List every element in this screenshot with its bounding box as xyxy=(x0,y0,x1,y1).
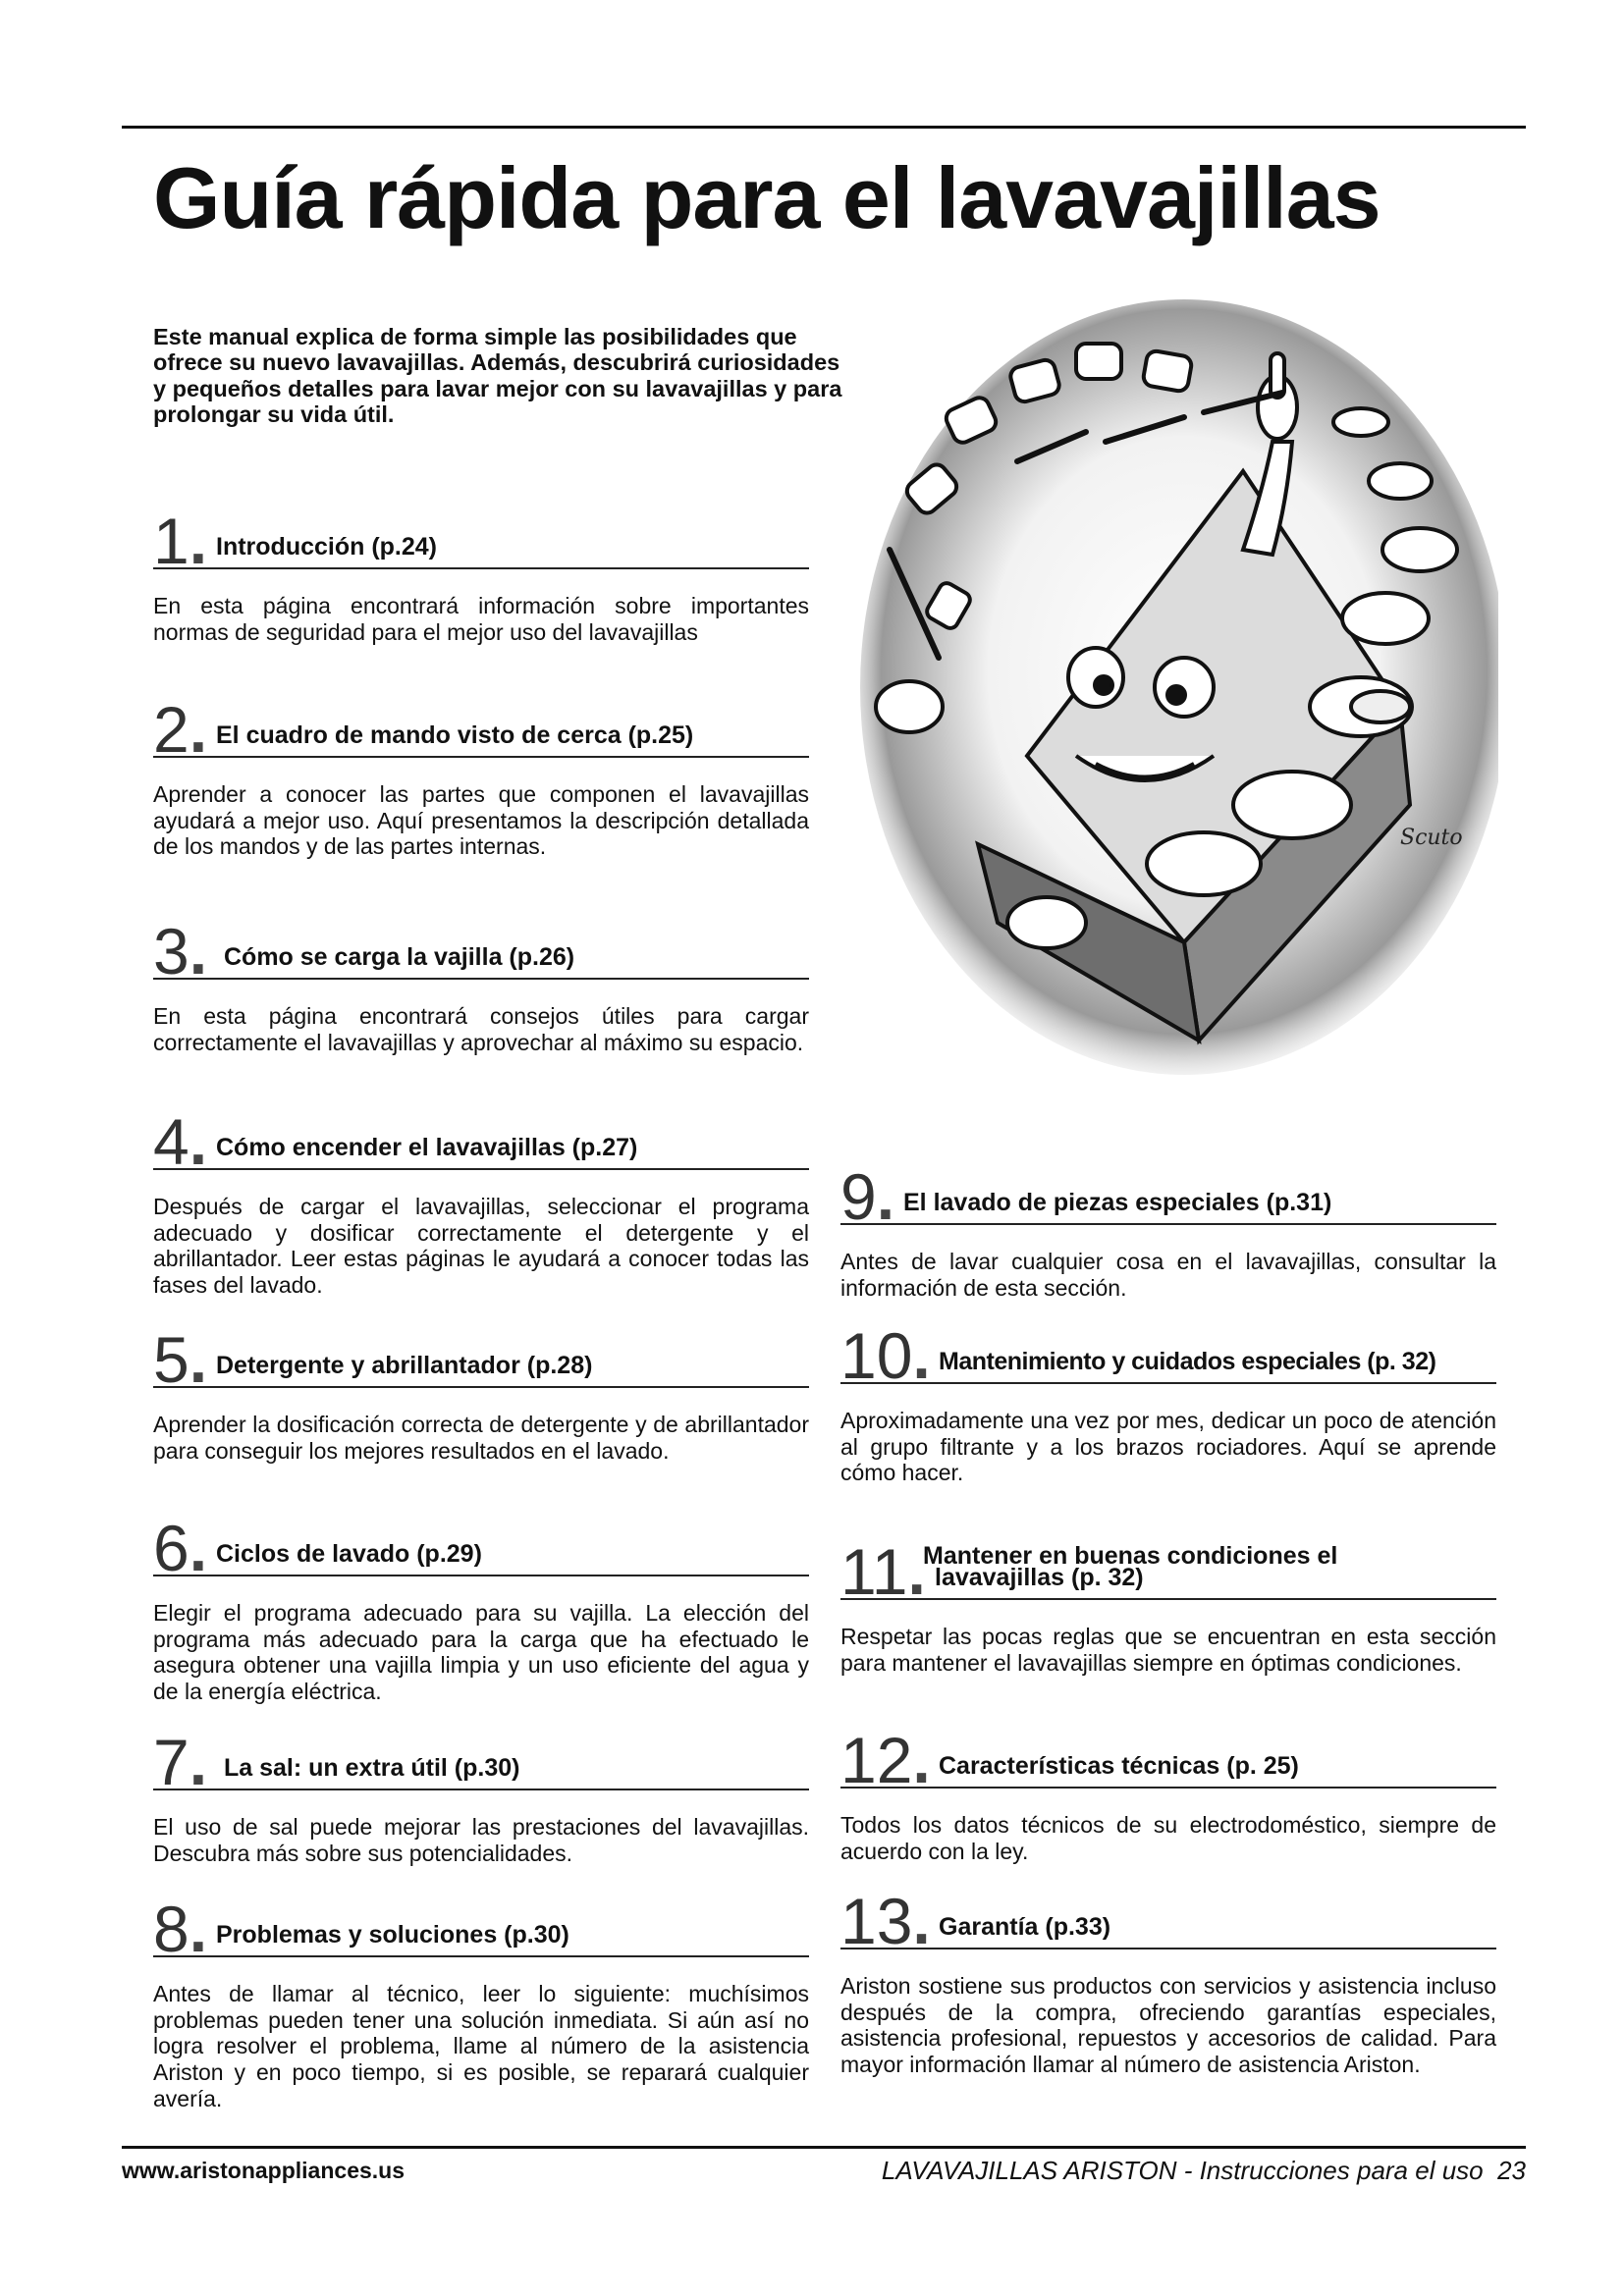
section-number: 1. xyxy=(153,505,208,577)
page-title: Guía rápida para el lavavajillas xyxy=(153,149,1380,246)
section-2 xyxy=(153,693,809,860)
section-12-heading xyxy=(840,1724,1496,1796)
section-body: Antes de llamar al técnico, leer lo siguiente: muchísimos problemas pueden tener una solución inmediata. Si aún así no logra resolver el problema, llame al número de la asistencia Ariston y en poco tiempo, si es posible, se reparará cualquier avería. xyxy=(153,1981,809,2111)
section-number: 10. xyxy=(840,1319,931,1392)
section-number: 7. xyxy=(153,1726,208,1798)
page-number: 23 xyxy=(1497,2156,1526,2185)
section-3 xyxy=(153,915,809,1055)
section-6 xyxy=(153,1512,809,1705)
section-9-heading xyxy=(840,1160,1496,1233)
section-12 xyxy=(840,1724,1496,1864)
section-body: Antes de lavar cualquier cosa en el lavavajillas, consultar la información de esta sección. xyxy=(840,1249,1496,1301)
section-11-heading xyxy=(840,1535,1496,1608)
section-body: Después de cargar el lavavajillas, seleccionar el programa adecuado y dosificar correctamente el detergente y el abrillantador. Leer estas páginas le ayudará a conocer todas las fases del lavado. xyxy=(153,1194,809,1299)
section-10-heading xyxy=(840,1319,1496,1392)
footer-url: www.aristonappliances.us xyxy=(122,2158,406,2183)
section-title: La sal: un extra útil (p.30) xyxy=(224,1754,520,1782)
section-3-heading xyxy=(153,915,809,988)
section-title: Problemas y soluciones (p.30) xyxy=(216,1921,569,1949)
section-number: 5. xyxy=(153,1323,208,1396)
section-body: Ariston sostiene sus productos con servicios y asistencia incluso después de la compra, ofreciendo garantías especiales, asistencia profesional, repuestos y accesorios de calidad. Para mayor información llamar al número de asistencia Ariston. xyxy=(840,1973,1496,2078)
section-number: 6. xyxy=(153,1512,208,1584)
section-6-heading xyxy=(153,1512,809,1584)
section-1-heading xyxy=(153,505,809,577)
dishwasher-cartoon-illustration xyxy=(850,294,1498,1080)
section-body: Respetar las pocas reglas que se encuentran en esta sección para mantener el lavavajillas siempre en óptimas condiciones. xyxy=(840,1624,1496,1676)
section-8-heading xyxy=(153,1893,809,1965)
section-number: 3. xyxy=(153,915,208,988)
section-title: Detergente y abrillantador (p.28) xyxy=(216,1352,593,1379)
section-5 xyxy=(153,1323,809,1464)
section-title: El cuadro de mando visto de cerca (p.25) xyxy=(216,721,694,749)
artist-signature: Scuto xyxy=(1400,826,1463,850)
section-4 xyxy=(153,1105,809,1299)
section-11 xyxy=(840,1535,1496,1676)
section-13 xyxy=(840,1885,1496,2078)
section-title: Cómo se carga la vajilla (p.26) xyxy=(224,943,575,971)
section-9 xyxy=(840,1160,1496,1301)
section-13-heading xyxy=(840,1885,1496,1957)
section-number: 13. xyxy=(840,1885,931,1957)
section-title: El lavado de piezas especiales (p.31) xyxy=(903,1189,1332,1216)
footer-doc-title xyxy=(882,2156,1526,2186)
section-body: El uso de sal puede mejorar las prestaciones del lavavajillas. Descubra más sobre sus potencialidades. xyxy=(153,1814,809,1866)
section-body: Aprender a conocer las partes que componen el lavavajillas ayudará a mejor uso. Aquí presentamos la descripción detallada de los mandos y de las partes internas. xyxy=(153,781,809,860)
section-body: Aprender la dosificación correcta de detergente y de abrillantador para conseguir los mejores resultados en el lavado. xyxy=(153,1412,809,1464)
section-title: Cómo encender el lavavajillas (p.27) xyxy=(216,1134,638,1161)
intro-paragraph: Este manual explica de forma simple las posibilidades que ofrece su nuevo lavavajillas. Además, descubrirá curiosidades y pequeños detalles para lavar mejor con su lavavajillas y para prolongar su vida útil. xyxy=(153,324,842,427)
footer-doc-name: LAVAVAJILLAS ARISTON - Instrucciones para el uso xyxy=(881,2156,1484,2185)
section-number: 8. xyxy=(153,1893,208,1965)
section-1 xyxy=(153,505,809,645)
section-body: En esta página encontrará información sobre importantes normas de seguridad para el mejor uso del lavavajillas xyxy=(153,593,809,645)
section-number: 2. xyxy=(153,693,208,766)
top-rule xyxy=(122,126,1526,129)
section-title-line-2: lavavajillas (p. 32) xyxy=(935,1564,1144,1591)
section-number: 4. xyxy=(153,1105,208,1178)
section-body: Todos los datos técnicos de su electrodoméstico, siempre de acuerdo con la ley. xyxy=(840,1812,1496,1864)
section-title: Garantía (p.33) xyxy=(939,1913,1111,1941)
section-5-heading xyxy=(153,1323,809,1396)
section-2-heading xyxy=(153,693,809,766)
section-body: En esta página encontrará consejos útiles para cargar correctamente el lavavajillas y aprovechar al máximo su espacio. xyxy=(153,1003,809,1055)
section-4-heading xyxy=(153,1105,809,1178)
section-10 xyxy=(840,1319,1496,1486)
section-body: Aproximadamente una vez por mes, dedicar un poco de atención al grupo filtrante y a los brazos rociadores. Aquí se aprende cómo hacer. xyxy=(840,1408,1496,1486)
section-title: Mantener en buenas condiciones el xyxy=(923,1542,1338,1570)
bottom-rule xyxy=(122,2146,1526,2149)
section-title: Características técnicas (p. 25) xyxy=(939,1752,1299,1780)
section-body: Elegir el programa adecuado para su vajilla. La elección del programa más adecuado para la carga que ha efectuado le asegura obtener una vajilla limpia y un uso eficiente del agua y de la energía eléctrica. xyxy=(153,1600,809,1705)
section-7-heading xyxy=(153,1726,809,1798)
section-number: 11. xyxy=(840,1535,926,1608)
section-title: Ciclos de lavado (p.29) xyxy=(216,1540,482,1568)
section-number: 9. xyxy=(840,1160,895,1233)
section-7 xyxy=(153,1726,809,1866)
section-number: 12. xyxy=(840,1724,931,1796)
section-8 xyxy=(153,1893,809,2111)
section-title: Introducción (p.24) xyxy=(216,533,437,561)
section-title: Mantenimiento y cuidados especiales (p. 32) xyxy=(939,1348,1436,1375)
